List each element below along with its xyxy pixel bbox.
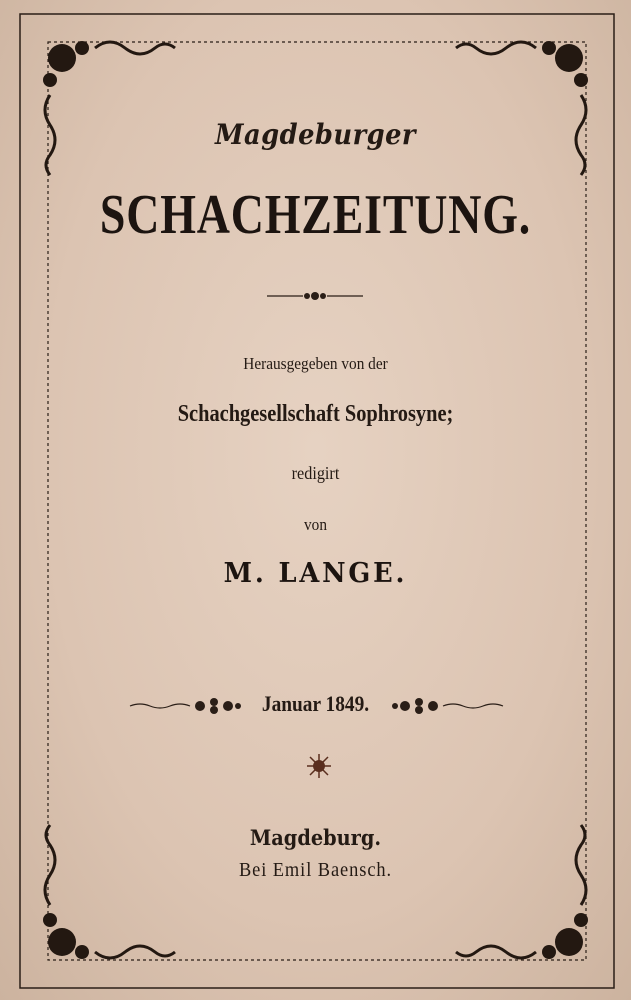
society-name: Schachgesellschaft Sophrosyne; <box>177 401 454 427</box>
by-label: von <box>304 515 327 534</box>
issue-date: Januar 1849. <box>261 691 370 716</box>
title-prefix: Magdeburger <box>215 118 416 151</box>
editor-name: M. LANGE. <box>223 558 408 589</box>
publisher-name: Bei Emil Baensch. <box>238 859 393 881</box>
page-title: SCHACHZEITUNG. <box>99 184 532 246</box>
scroll-flourish-ornament <box>390 694 505 718</box>
rosette-ornament <box>305 752 333 780</box>
dot-divider-ornament <box>265 288 365 304</box>
edited-label: redigirt <box>291 463 340 483</box>
publication-city: Magdeburg. <box>249 825 382 850</box>
publisher-intro: Herausgegeben von der <box>243 354 388 373</box>
